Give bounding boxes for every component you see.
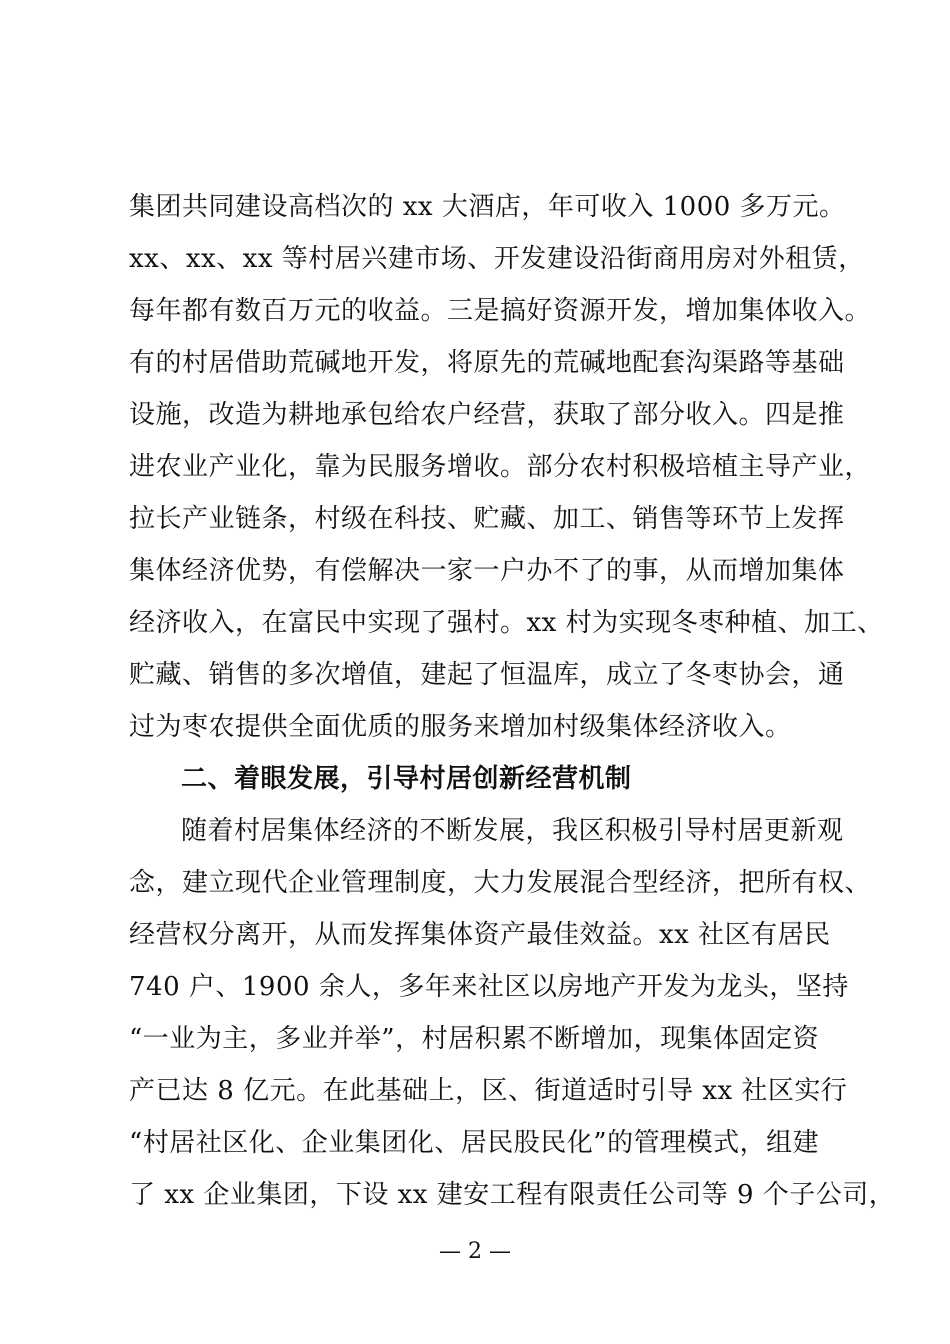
paragraph-line: 经济收入，在富民中实现了强村。xx 村为实现冬枣种植、加工、 bbox=[129, 608, 884, 638]
paragraph-line: 经营权分离开，从而发挥集体资产最佳效益。xx 社区有居民 bbox=[129, 920, 831, 950]
paragraph-line: 产已达 8 亿元。在此基础上，区、街道适时引导 xx 社区实行 bbox=[129, 1076, 848, 1106]
paragraph-line: 了 xx 企业集团，下设 xx 建安工程有限责任公司等 9 个子公司， bbox=[129, 1180, 896, 1210]
paragraph-line: xx、xx、xx 等村居兴建市场、开发建设沿街商用房对外租赁， bbox=[129, 244, 865, 274]
section-heading: 二、着眼发展，引导村居创新经营机制 bbox=[181, 764, 632, 794]
paragraph-line: 740 户、1900 余人，多年来社区以房地产开发为龙头，坚持 bbox=[129, 972, 849, 1002]
paragraph-line: 每年都有数百万元的收益。三是搞好资源开发，增加集体收入。 bbox=[129, 296, 872, 326]
paragraph-line: 念，建立现代企业管理制度，大力发展混合型经济，把所有权、 bbox=[129, 868, 872, 898]
paragraph-line: 集体经济优势，有偿解决一家一户办不了的事，从而增加集体 bbox=[129, 556, 845, 586]
paragraph-line: “村居社区化、企业集团化、居民股民化”的管理模式，组建 bbox=[129, 1128, 820, 1158]
paragraph-line: 拉长产业链条，村级在科技、贮藏、加工、销售等环节上发挥 bbox=[129, 504, 845, 534]
paragraph-line: 进农业产业化，靠为民服务增收。部分农村积极培植主导产业， bbox=[129, 452, 872, 482]
page-number: — 2 — bbox=[439, 1239, 511, 1264]
paragraph-line: 有的村居借助荒碱地开发，将原先的荒碱地配套沟渠路等基础 bbox=[129, 348, 845, 378]
paragraph-line: 随着村居集体经济的不断发展，我区积极引导村居更新观 bbox=[181, 816, 844, 846]
paragraph-line: “一业为主，多业并举”，村居积累不断增加，现集体固定资 bbox=[129, 1024, 820, 1054]
paragraph-line: 过为枣农提供全面优质的服务来增加村级集体经济收入。 bbox=[129, 712, 792, 742]
paragraph-line: 设施，改造为耕地承包给农户经营，获取了部分收入。四是推 bbox=[129, 400, 845, 430]
paragraph-line: 贮藏、销售的多次增值，建起了恒温库，成立了冬枣协会，通 bbox=[129, 660, 845, 690]
paragraph-line: 集团共同建设高档次的 xx 大酒店，年可收入 1000 多万元。 bbox=[129, 192, 846, 222]
